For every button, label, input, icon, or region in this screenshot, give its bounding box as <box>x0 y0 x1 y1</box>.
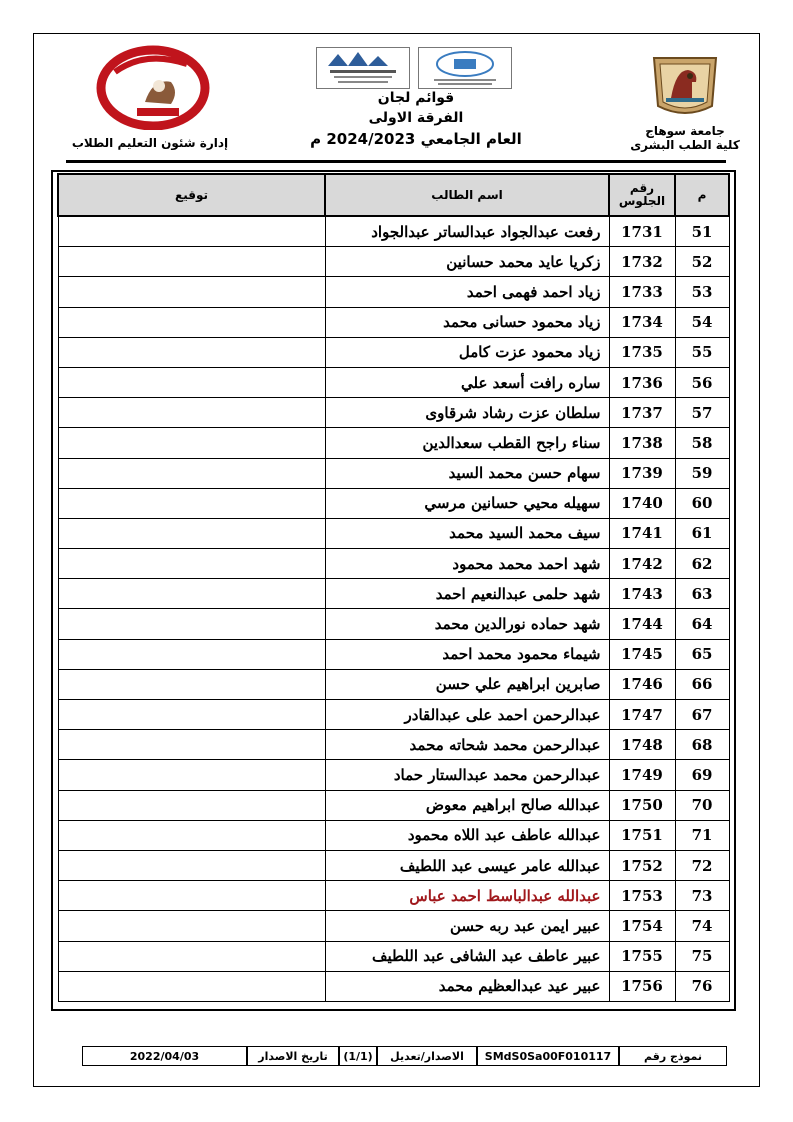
row-number: 59 <box>675 458 729 488</box>
student-name: سلطان عزت رشاد شرقاوى <box>325 398 609 428</box>
signature-cell <box>58 488 325 518</box>
student-name: سناء راجح القطب سعدالدين <box>325 428 609 458</box>
row-number: 58 <box>675 428 729 458</box>
table-row <box>58 881 729 911</box>
form-footer <box>82 1046 727 1066</box>
table-row <box>58 790 729 820</box>
table-row <box>58 820 729 850</box>
student-name: رفعت عبدالجواد عبدالساتر عبدالجواد <box>325 216 609 247</box>
affairs-block <box>60 42 240 150</box>
seat-number: 1737 <box>609 398 675 428</box>
faculty-logo-icon <box>75 42 225 130</box>
signature-cell <box>58 247 325 277</box>
student-name: سيف محمد السيد محمد <box>325 518 609 548</box>
row-number: 55 <box>675 337 729 367</box>
issue-date-label: تاريخ الاصدار <box>247 1046 339 1066</box>
level-title: الفرقة الاولى <box>368 110 464 126</box>
seat-number: 1748 <box>609 730 675 760</box>
academic-year: العام الجامعي 2024/2023 م <box>310 130 522 148</box>
seat-number: 1747 <box>609 700 675 730</box>
table-row <box>58 277 729 307</box>
seat-number: 1735 <box>609 337 675 367</box>
table-row <box>58 428 729 458</box>
row-number: 66 <box>675 669 729 699</box>
signature-cell <box>58 549 325 579</box>
student-name: عبير عاطف عبد الشافى عبد اللطيف <box>325 941 609 971</box>
signature-cell <box>58 307 325 337</box>
seat-number: 1739 <box>609 458 675 488</box>
seat-number: 1741 <box>609 518 675 548</box>
seat-number: 1732 <box>609 247 675 277</box>
signature-cell <box>58 790 325 820</box>
seat-number: 1751 <box>609 820 675 850</box>
signature-cell <box>58 367 325 397</box>
signature-cell <box>58 216 325 247</box>
header-signature: توقيع <box>58 174 325 216</box>
university-block <box>610 48 760 152</box>
signature-cell <box>58 760 325 790</box>
signature-cell <box>58 458 325 488</box>
certification-logos <box>316 47 512 89</box>
seat-number: 1755 <box>609 941 675 971</box>
student-name: عبدالرحمن محمد شحاته محمد <box>325 730 609 760</box>
student-name: عبدالله عاطف عبد اللاه محمود <box>325 820 609 850</box>
student-name: عبدالله عبدالباسط احمد عباس <box>325 881 609 911</box>
row-number: 57 <box>675 398 729 428</box>
seat-number: 1749 <box>609 760 675 790</box>
university-name: جامعة سوهاج <box>645 124 725 138</box>
row-number: 52 <box>675 247 729 277</box>
edition-value: (1/1) <box>339 1046 377 1066</box>
student-name: عبير ايمن عبد ربه حسن <box>325 911 609 941</box>
student-name: عبير عيد عبدالعظيم محمد <box>325 971 609 1001</box>
header-seat-number: رقم الجلوس <box>609 174 675 216</box>
student-name: ساره رافت أسعد علي <box>325 367 609 397</box>
header-divider <box>66 160 726 163</box>
student-name: عبدالله عامر عيسى عبد اللطيف <box>325 850 609 880</box>
signature-cell <box>58 337 325 367</box>
signature-cell <box>58 518 325 548</box>
student-name: زياد محمود عزت كامل <box>325 337 609 367</box>
student-name: شهد حماده نورالدين محمد <box>325 609 609 639</box>
row-number: 64 <box>675 609 729 639</box>
seat-number: 1733 <box>609 277 675 307</box>
seat-number: 1734 <box>609 307 675 337</box>
committee-table <box>57 173 730 1002</box>
student-name: عبدالرحمن احمد على عبدالقادر <box>325 700 609 730</box>
signature-cell <box>58 850 325 880</box>
table-row <box>58 549 729 579</box>
form-number-label: نموذج رقم <box>619 1046 727 1066</box>
signature-cell <box>58 277 325 307</box>
row-number: 51 <box>675 216 729 247</box>
signature-cell <box>58 820 325 850</box>
row-number: 70 <box>675 790 729 820</box>
signature-cell <box>58 971 325 1001</box>
seat-number: 1742 <box>609 549 675 579</box>
signature-cell <box>58 428 325 458</box>
row-number: 73 <box>675 881 729 911</box>
table-row <box>58 337 729 367</box>
table-row <box>58 488 729 518</box>
row-number: 69 <box>675 760 729 790</box>
seat-number: 1756 <box>609 971 675 1001</box>
student-name: عبدالرحمن محمد عبدالستار حماد <box>325 760 609 790</box>
seat-number: 1738 <box>609 428 675 458</box>
signature-cell <box>58 579 325 609</box>
seat-number: 1750 <box>609 790 675 820</box>
table-row <box>58 458 729 488</box>
table-row <box>58 639 729 669</box>
student-name: شيماء محمود محمد احمد <box>325 639 609 669</box>
issue-date-value: 2022/04/03 <box>82 1046 247 1066</box>
student-name: زكريا عايد محمد حسانين <box>325 247 609 277</box>
table-row <box>58 971 729 1001</box>
header-student-name: اسم الطالب <box>325 174 609 216</box>
table-row <box>58 609 729 639</box>
egac-certification-icon <box>316 47 410 89</box>
table-row <box>58 579 729 609</box>
table-row <box>58 850 729 880</box>
student-name: زياد محمود حسانى محمد <box>325 307 609 337</box>
seat-number: 1744 <box>609 609 675 639</box>
student-name: شهد احمد محمد محمود <box>325 549 609 579</box>
seat-number: 1731 <box>609 216 675 247</box>
signature-cell <box>58 941 325 971</box>
row-number: 61 <box>675 518 729 548</box>
student-name: سهيله محيي حسانين مرسي <box>325 488 609 518</box>
seat-number: 1740 <box>609 488 675 518</box>
row-number: 75 <box>675 941 729 971</box>
signature-cell <box>58 398 325 428</box>
document-title: قوائم لجان <box>377 90 455 106</box>
seat-number: 1753 <box>609 881 675 911</box>
table-row <box>58 307 729 337</box>
university-logo-icon <box>646 48 724 120</box>
affairs-department: إدارة شئون التعليم الطلاب <box>71 136 229 150</box>
seat-number: 1745 <box>609 639 675 669</box>
row-number: 74 <box>675 911 729 941</box>
seat-number: 1752 <box>609 850 675 880</box>
aja-certification-icon <box>418 47 512 89</box>
signature-cell <box>58 700 325 730</box>
table-row <box>58 730 729 760</box>
signature-cell <box>58 730 325 760</box>
signature-cell <box>58 669 325 699</box>
committee-table-frame <box>51 170 736 1011</box>
student-name: عبدالله صالح ابراهيم معوض <box>325 790 609 820</box>
student-name: صابرين ابراهيم علي حسن <box>325 669 609 699</box>
row-number: 76 <box>675 971 729 1001</box>
seat-number: 1746 <box>609 669 675 699</box>
signature-cell <box>58 881 325 911</box>
seat-number: 1736 <box>609 367 675 397</box>
row-number: 68 <box>675 730 729 760</box>
table-row <box>58 911 729 941</box>
faculty-name: كلية الطب البشرى <box>630 138 740 152</box>
seat-number: 1754 <box>609 911 675 941</box>
seat-number: 1743 <box>609 579 675 609</box>
student-name: زياد احمد فهمى احمد <box>325 277 609 307</box>
table-row <box>58 700 729 730</box>
header-number: م <box>675 174 729 216</box>
edition-label: الاصدار/تعديل <box>377 1046 477 1066</box>
signature-cell <box>58 911 325 941</box>
table-row <box>58 669 729 699</box>
table-row <box>58 760 729 790</box>
student-name: شهد حلمى عبدالنعيم احمد <box>325 579 609 609</box>
row-number: 71 <box>675 820 729 850</box>
form-code: SMdS0Sa00F010117 <box>477 1046 619 1066</box>
row-number: 56 <box>675 367 729 397</box>
document-titles <box>296 88 536 150</box>
table-row <box>58 216 729 247</box>
table-row <box>58 941 729 971</box>
table-header-row <box>58 174 729 216</box>
row-number: 62 <box>675 549 729 579</box>
signature-cell <box>58 609 325 639</box>
row-number: 63 <box>675 579 729 609</box>
row-number: 53 <box>675 277 729 307</box>
signature-cell <box>58 639 325 669</box>
table-row <box>58 247 729 277</box>
table-row <box>58 367 729 397</box>
table-row <box>58 398 729 428</box>
row-number: 54 <box>675 307 729 337</box>
table-row <box>58 518 729 548</box>
student-name: سهام حسن محمد السيد <box>325 458 609 488</box>
row-number: 65 <box>675 639 729 669</box>
row-number: 67 <box>675 700 729 730</box>
row-number: 60 <box>675 488 729 518</box>
row-number: 72 <box>675 850 729 880</box>
